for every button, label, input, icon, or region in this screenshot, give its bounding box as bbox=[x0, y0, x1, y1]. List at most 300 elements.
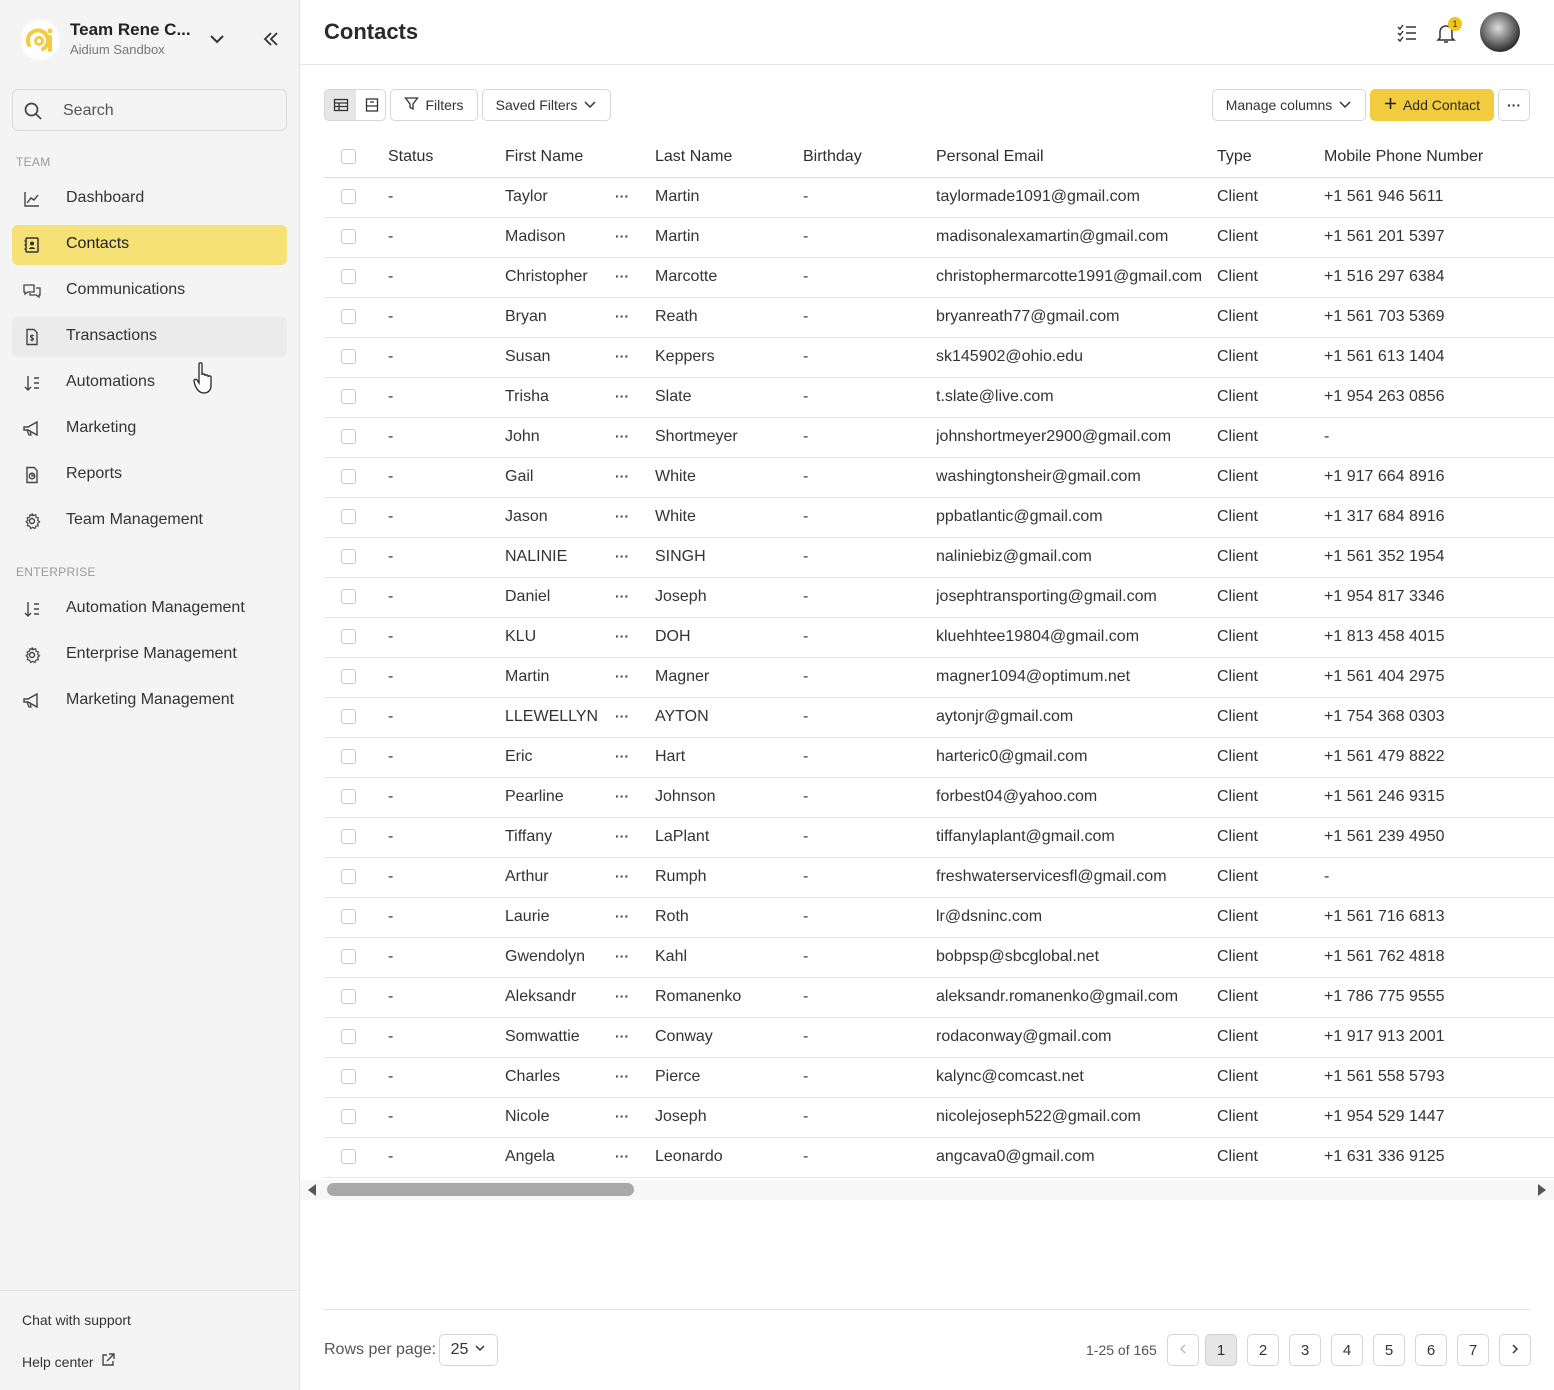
cell-last-name[interactable]: Marcotte bbox=[655, 257, 803, 297]
cell-first-name[interactable]: Nicole bbox=[505, 1097, 615, 1137]
search-icon bbox=[23, 101, 43, 121]
table-row[interactable] bbox=[324, 617, 1554, 657]
page-button-5[interactable]: 5 bbox=[1373, 1334, 1405, 1366]
cell-last-name[interactable]: Pierce bbox=[655, 1057, 803, 1097]
cell-first-name[interactable]: Jason bbox=[505, 497, 615, 537]
row-checkbox[interactable] bbox=[341, 749, 356, 764]
row-checkbox[interactable] bbox=[341, 509, 356, 524]
row-checkbox[interactable] bbox=[341, 269, 356, 284]
cell-mobile-phone[interactable]: +1 786 775 9555 bbox=[1324, 977, 1554, 1017]
table-row[interactable] bbox=[324, 297, 1554, 337]
cell-first-name[interactable]: LLEWELLYN bbox=[505, 697, 615, 737]
column-header-spacer bbox=[615, 137, 655, 177]
sidebar-item-marketing-management[interactable] bbox=[12, 681, 287, 721]
row-checkbox[interactable] bbox=[341, 1109, 356, 1124]
table-row[interactable] bbox=[324, 697, 1554, 737]
document-dollar-icon bbox=[22, 327, 42, 347]
task-list-icon[interactable] bbox=[1395, 21, 1419, 45]
row-actions-cell bbox=[615, 737, 655, 777]
cell-personal-email[interactable]: kalync@comcast.net bbox=[936, 1057, 1217, 1097]
row-actions-icon[interactable]: ··· bbox=[615, 508, 629, 524]
cell-first-name[interactable]: Tiffany bbox=[505, 817, 615, 857]
row-checkbox[interactable] bbox=[341, 949, 356, 964]
add-contact-button[interactable] bbox=[1370, 89, 1494, 121]
chat-support-link[interactable] bbox=[22, 1312, 131, 1328]
row-checkbox[interactable] bbox=[341, 709, 356, 724]
chevron-down-icon bbox=[583, 97, 597, 114]
chevron-down-icon bbox=[474, 1341, 486, 1359]
cell-mobile-phone[interactable]: +1 954 263 0856 bbox=[1324, 377, 1554, 417]
cell-type: Client bbox=[1217, 577, 1324, 617]
cell-birthday: - bbox=[803, 617, 936, 657]
rows-per-page-select[interactable] bbox=[439, 1334, 498, 1366]
select-all-checkbox[interactable] bbox=[341, 149, 356, 164]
cell-last-name[interactable]: SINGH bbox=[655, 537, 803, 577]
row-checkbox[interactable] bbox=[341, 389, 356, 404]
cell-first-name[interactable]: Arthur bbox=[505, 857, 615, 897]
row-checkbox[interactable] bbox=[341, 549, 356, 564]
cell-status: - bbox=[388, 217, 505, 257]
table-row[interactable] bbox=[324, 857, 1554, 897]
cell-birthday: - bbox=[803, 297, 936, 337]
page-button-7[interactable]: 7 bbox=[1457, 1334, 1489, 1366]
table-row[interactable] bbox=[324, 537, 1554, 577]
cell-status: - bbox=[388, 497, 505, 537]
cell-personal-email[interactable]: forbest04@yahoo.com bbox=[936, 777, 1217, 817]
row-select-cell bbox=[324, 257, 388, 297]
row-select-cell bbox=[324, 497, 388, 537]
cell-mobile-phone[interactable]: - bbox=[1324, 417, 1554, 457]
cell-mobile-phone[interactable]: +1 561 762 4818 bbox=[1324, 937, 1554, 977]
cell-type: Client bbox=[1217, 537, 1324, 577]
team-switcher[interactable] bbox=[20, 16, 290, 64]
row-checkbox[interactable] bbox=[341, 989, 356, 1004]
cell-mobile-phone[interactable]: +1 561 479 8822 bbox=[1324, 737, 1554, 777]
cell-last-name[interactable]: Magner bbox=[655, 657, 803, 697]
cell-personal-email[interactable]: sk145902@ohio.edu bbox=[936, 337, 1217, 377]
cell-last-name[interactable]: Reath bbox=[655, 297, 803, 337]
cell-birthday: - bbox=[803, 577, 936, 617]
table-row[interactable] bbox=[324, 937, 1554, 977]
row-actions-icon[interactable]: ··· bbox=[615, 1108, 629, 1124]
top-bar bbox=[300, 0, 1554, 65]
cell-birthday: - bbox=[803, 697, 936, 737]
cell-last-name[interactable]: Leonardo bbox=[655, 1137, 803, 1177]
cell-personal-email[interactable]: naliniebiz@gmail.com bbox=[936, 537, 1217, 577]
cell-first-name[interactable]: Aleksandr bbox=[505, 977, 615, 1017]
cell-status: - bbox=[388, 177, 505, 217]
table-header-row bbox=[324, 137, 1554, 177]
row-actions-icon[interactable]: ··· bbox=[615, 908, 629, 924]
chevron-down-icon bbox=[1338, 97, 1352, 114]
cell-personal-email[interactable]: aytonjr@gmail.com bbox=[936, 697, 1217, 737]
cell-birthday: - bbox=[803, 1017, 936, 1057]
table-row[interactable] bbox=[324, 497, 1554, 537]
cell-personal-email[interactable]: washingtonsheir@gmail.com bbox=[936, 457, 1217, 497]
cell-type: Client bbox=[1217, 817, 1324, 857]
cell-birthday: - bbox=[803, 777, 936, 817]
row-select-cell bbox=[324, 697, 388, 737]
section-label-team: TEAM bbox=[16, 155, 51, 169]
cell-mobile-phone[interactable]: +1 954 529 1447 bbox=[1324, 1097, 1554, 1137]
cell-first-name[interactable]: Madison bbox=[505, 217, 615, 257]
cell-personal-email[interactable]: bobpsp@sbcglobal.net bbox=[936, 937, 1217, 977]
cell-first-name[interactable]: Pearline bbox=[505, 777, 615, 817]
cell-personal-email[interactable]: ppbatlantic@gmail.com bbox=[936, 497, 1217, 537]
external-link-icon bbox=[100, 1352, 116, 1371]
row-actions-cell bbox=[615, 617, 655, 657]
cell-type: Client bbox=[1217, 697, 1324, 737]
cell-mobile-phone[interactable]: +1 754 368 0303 bbox=[1324, 697, 1554, 737]
table-row[interactable] bbox=[324, 257, 1554, 297]
sidebar bbox=[0, 0, 300, 1390]
sidebar-item-communications[interactable] bbox=[12, 271, 287, 311]
scroll-right-arrow-icon[interactable] bbox=[1535, 1182, 1549, 1198]
row-actions-icon[interactable]: ··· bbox=[615, 548, 629, 564]
cell-personal-email[interactable]: kluehhtee19804@gmail.com bbox=[936, 617, 1217, 657]
row-actions-icon[interactable]: ··· bbox=[615, 228, 629, 244]
cell-type: Client bbox=[1217, 297, 1324, 337]
cell-mobile-phone[interactable]: +1 561 239 4950 bbox=[1324, 817, 1554, 857]
page-button-3[interactable]: 3 bbox=[1289, 1334, 1321, 1366]
cell-last-name[interactable]: Martin bbox=[655, 177, 803, 217]
row-actions-icon[interactable]: ··· bbox=[615, 188, 629, 204]
page-button-2[interactable]: 2 bbox=[1247, 1334, 1279, 1366]
cell-mobile-phone[interactable]: +1 561 703 5369 bbox=[1324, 297, 1554, 337]
row-actions-icon[interactable]: ··· bbox=[615, 1148, 629, 1164]
previous-page-button[interactable] bbox=[1167, 1334, 1199, 1366]
help-center-link[interactable] bbox=[22, 1352, 116, 1371]
cell-first-name[interactable]: Eric bbox=[505, 737, 615, 777]
row-checkbox[interactable] bbox=[341, 789, 356, 804]
sidebar-item-automation-management[interactable] bbox=[12, 589, 287, 629]
cell-personal-email[interactable]: angcava0@gmail.com bbox=[936, 1137, 1217, 1177]
cell-last-name[interactable]: Conway bbox=[655, 1017, 803, 1057]
cell-mobile-phone[interactable]: +1 954 817 3346 bbox=[1324, 577, 1554, 617]
more-options-label: ··· bbox=[1507, 97, 1521, 113]
cell-personal-email[interactable]: taylormade1091@gmail.com bbox=[936, 177, 1217, 217]
table-row[interactable] bbox=[324, 337, 1554, 377]
table-row[interactable] bbox=[324, 977, 1554, 1017]
table-row[interactable] bbox=[324, 457, 1554, 497]
cell-last-name[interactable]: Keppers bbox=[655, 337, 803, 377]
filters-button[interactable] bbox=[390, 89, 478, 121]
cell-mobile-phone[interactable]: +1 917 913 2001 bbox=[1324, 1017, 1554, 1057]
sidebar-item-marketing[interactable] bbox=[12, 409, 287, 449]
row-actions-icon[interactable]: ··· bbox=[615, 1068, 629, 1084]
cell-personal-email[interactable]: nicolejoseph522@gmail.com bbox=[936, 1097, 1217, 1137]
section-label-enterprise: ENTERPRISE bbox=[16, 565, 96, 579]
column-header-personal-email[interactable]: Personal Email bbox=[936, 137, 1217, 177]
cell-first-name[interactable]: NALINIE bbox=[505, 537, 615, 577]
row-checkbox[interactable] bbox=[341, 909, 356, 924]
cell-first-name[interactable]: John bbox=[505, 417, 615, 457]
table-row[interactable] bbox=[324, 1017, 1554, 1057]
row-actions-icon[interactable]: ··· bbox=[615, 588, 629, 604]
cell-first-name[interactable]: Somwattie bbox=[505, 1017, 615, 1057]
cell-first-name[interactable]: Trisha bbox=[505, 377, 615, 417]
row-actions-cell bbox=[615, 897, 655, 937]
cell-last-name[interactable]: Roth bbox=[655, 897, 803, 937]
cell-last-name[interactable]: Slate bbox=[655, 377, 803, 417]
megaphone-icon bbox=[22, 419, 42, 439]
sidebar-item-dashboard[interactable] bbox=[12, 179, 287, 219]
sidebar-item-team-management[interactable] bbox=[12, 501, 287, 541]
cell-last-name[interactable]: Kahl bbox=[655, 937, 803, 977]
row-checkbox[interactable] bbox=[341, 349, 356, 364]
cell-type: Client bbox=[1217, 617, 1324, 657]
table-row[interactable] bbox=[324, 1097, 1554, 1137]
row-actions-icon[interactable]: ··· bbox=[615, 468, 629, 484]
cell-personal-email[interactable]: harteric0@gmail.com bbox=[936, 737, 1217, 777]
aidium-logo bbox=[20, 20, 60, 60]
cell-last-name[interactable]: Shortmeyer bbox=[655, 417, 803, 457]
scrollbar-thumb[interactable] bbox=[327, 1183, 634, 1196]
sidebar-item-label: Marketing bbox=[66, 419, 137, 436]
row-checkbox[interactable] bbox=[341, 1069, 356, 1084]
search-input[interactable] bbox=[63, 99, 273, 123]
cell-last-name[interactable]: Rumph bbox=[655, 857, 803, 897]
cell-status: - bbox=[388, 257, 505, 297]
row-checkbox[interactable] bbox=[341, 829, 356, 844]
cell-mobile-phone[interactable]: - bbox=[1324, 857, 1554, 897]
view-toggle bbox=[324, 89, 386, 121]
row-actions-icon[interactable]: ··· bbox=[615, 348, 629, 364]
table-row[interactable] bbox=[324, 897, 1554, 937]
cell-mobile-phone[interactable]: +1 561 201 5397 bbox=[1324, 217, 1554, 257]
cell-birthday: - bbox=[803, 1097, 936, 1137]
row-actions-icon[interactable]: ··· bbox=[615, 1028, 629, 1044]
table-row[interactable] bbox=[324, 657, 1554, 697]
saved-filters-dropdown[interactable] bbox=[482, 89, 611, 121]
filters-label: Filters bbox=[425, 97, 464, 113]
sidebar-item-transactions[interactable] bbox=[12, 317, 287, 357]
cell-type: Client bbox=[1217, 457, 1324, 497]
row-actions-icon[interactable]: ··· bbox=[615, 628, 629, 644]
column-header-birthday[interactable]: Birthday bbox=[803, 137, 936, 177]
filter-funnel-icon bbox=[404, 96, 419, 114]
column-header-mobile-phone[interactable]: Mobile Phone Number bbox=[1324, 137, 1554, 177]
sidebar-search[interactable] bbox=[12, 89, 287, 131]
row-select-cell bbox=[324, 1097, 388, 1137]
cell-status: - bbox=[388, 777, 505, 817]
cell-mobile-phone[interactable]: +1 516 297 6384 bbox=[1324, 257, 1554, 297]
cell-personal-email[interactable]: t.slate@live.com bbox=[936, 377, 1217, 417]
row-select-cell bbox=[324, 537, 388, 577]
row-checkbox[interactable] bbox=[341, 869, 356, 884]
cell-last-name[interactable]: DOH bbox=[655, 617, 803, 657]
cell-mobile-phone[interactable]: +1 561 716 6813 bbox=[1324, 897, 1554, 937]
cell-mobile-phone[interactable]: +1 561 613 1404 bbox=[1324, 337, 1554, 377]
next-page-button[interactable] bbox=[1499, 1334, 1531, 1366]
cell-type: Client bbox=[1217, 257, 1324, 297]
cell-first-name[interactable]: Gail bbox=[505, 457, 615, 497]
row-actions-icon[interactable]: ··· bbox=[615, 268, 629, 284]
cell-first-name[interactable]: Charles bbox=[505, 1057, 615, 1097]
column-header-first-name[interactable]: First Name bbox=[505, 137, 615, 177]
avatar[interactable] bbox=[1480, 12, 1520, 52]
cell-mobile-phone[interactable]: +1 317 684 8916 bbox=[1324, 497, 1554, 537]
table-row[interactable] bbox=[324, 577, 1554, 617]
cell-last-name[interactable]: White bbox=[655, 497, 803, 537]
chart-line-icon bbox=[22, 189, 42, 209]
row-actions-icon[interactable]: ··· bbox=[615, 748, 629, 764]
cell-last-name[interactable]: Johnson bbox=[655, 777, 803, 817]
row-actions-cell bbox=[615, 817, 655, 857]
card-view-icon[interactable] bbox=[356, 90, 386, 120]
cell-last-name[interactable]: White bbox=[655, 457, 803, 497]
sidebar-item-label: Team Management bbox=[66, 511, 203, 528]
column-header-type[interactable]: Type bbox=[1217, 137, 1324, 177]
row-actions-cell bbox=[615, 537, 655, 577]
cell-personal-email[interactable]: bryanreath77@gmail.com bbox=[936, 297, 1217, 337]
table-row[interactable] bbox=[324, 217, 1554, 257]
cell-personal-email[interactable]: lr@dsninc.com bbox=[936, 897, 1217, 937]
row-select-cell bbox=[324, 937, 388, 977]
table-row[interactable] bbox=[324, 817, 1554, 857]
saved-filters-label: Saved Filters bbox=[495, 97, 578, 113]
row-checkbox[interactable] bbox=[341, 669, 356, 684]
cell-mobile-phone[interactable]: +1 561 352 1954 bbox=[1324, 537, 1554, 577]
cell-last-name[interactable]: AYTON bbox=[655, 697, 803, 737]
sidebar-item-reports[interactable] bbox=[12, 455, 287, 495]
cell-last-name[interactable]: Joseph bbox=[655, 1097, 803, 1137]
cell-type: Client bbox=[1217, 657, 1324, 697]
cell-type: Client bbox=[1217, 1137, 1324, 1177]
cell-first-name[interactable]: Christopher bbox=[505, 257, 615, 297]
cell-personal-email[interactable]: rodaconway@gmail.com bbox=[936, 1017, 1217, 1057]
cell-birthday: - bbox=[803, 377, 936, 417]
row-actions-icon[interactable]: ··· bbox=[615, 428, 629, 444]
cell-status: - bbox=[388, 937, 505, 977]
cell-type: Client bbox=[1217, 417, 1324, 457]
cell-first-name[interactable]: Martin bbox=[505, 657, 615, 697]
collapse-sidebar-icon[interactable] bbox=[260, 28, 282, 50]
cell-mobile-phone[interactable]: +1 561 558 5793 bbox=[1324, 1057, 1554, 1097]
row-select-cell bbox=[324, 777, 388, 817]
row-actions-icon[interactable]: ··· bbox=[615, 788, 629, 804]
manage-columns-label: Manage columns bbox=[1225, 97, 1333, 113]
row-actions-icon[interactable]: ··· bbox=[615, 828, 629, 844]
row-checkbox[interactable] bbox=[341, 309, 356, 324]
row-checkbox[interactable] bbox=[341, 589, 356, 604]
cell-status: - bbox=[388, 817, 505, 857]
cell-personal-email[interactable]: aleksandr.romanenko@gmail.com bbox=[936, 977, 1217, 1017]
sidebar-item-label: Automation Management bbox=[66, 599, 245, 616]
page-button-6[interactable]: 6 bbox=[1415, 1334, 1447, 1366]
table-row[interactable] bbox=[324, 377, 1554, 417]
divider bbox=[324, 1309, 1530, 1310]
sidebar-item-label: Reports bbox=[66, 465, 123, 482]
scroll-left-arrow-icon[interactable] bbox=[305, 1182, 319, 1198]
table-row[interactable] bbox=[324, 177, 1554, 217]
table-row[interactable] bbox=[324, 777, 1554, 817]
row-checkbox[interactable] bbox=[341, 229, 356, 244]
table-row[interactable] bbox=[324, 737, 1554, 777]
cell-first-name[interactable]: Taylor bbox=[505, 177, 615, 217]
row-checkbox[interactable] bbox=[341, 1149, 356, 1164]
cell-mobile-phone[interactable]: +1 561 946 5611 bbox=[1324, 177, 1554, 217]
cell-last-name[interactable]: Romanenko bbox=[655, 977, 803, 1017]
cell-status: - bbox=[388, 457, 505, 497]
row-actions-icon[interactable]: ··· bbox=[615, 388, 629, 404]
chevron-down-icon[interactable] bbox=[206, 28, 228, 50]
gear-icon bbox=[22, 645, 42, 665]
cell-last-name[interactable]: LaPlant bbox=[655, 817, 803, 857]
page-button-4[interactable]: 4 bbox=[1331, 1334, 1363, 1366]
cell-type: Client bbox=[1217, 497, 1324, 537]
cell-status: - bbox=[388, 737, 505, 777]
table-row[interactable] bbox=[324, 1057, 1554, 1097]
cell-personal-email[interactable]: christophermarcotte1991@gmail.com bbox=[936, 257, 1217, 297]
cell-personal-email[interactable]: madisonalexamartin@gmail.com bbox=[936, 217, 1217, 257]
cell-personal-email[interactable]: josephtransporting@gmail.com bbox=[936, 577, 1217, 617]
cell-mobile-phone[interactable]: +1 561 246 9315 bbox=[1324, 777, 1554, 817]
cell-first-name[interactable]: Angela bbox=[505, 1137, 615, 1177]
row-checkbox[interactable] bbox=[341, 1029, 356, 1044]
cell-mobile-phone[interactable]: +1 917 664 8916 bbox=[1324, 457, 1554, 497]
row-checkbox[interactable] bbox=[341, 629, 356, 644]
manage-columns-dropdown[interactable] bbox=[1212, 89, 1366, 121]
cell-personal-email[interactable]: tiffanylaplant@gmail.com bbox=[936, 817, 1217, 857]
row-checkbox[interactable] bbox=[341, 469, 356, 484]
cell-personal-email[interactable]: magner1094@optimum.net bbox=[936, 657, 1217, 697]
page-button-1[interactable]: 1 bbox=[1205, 1334, 1237, 1366]
cell-first-name[interactable]: KLU bbox=[505, 617, 615, 657]
row-actions-icon[interactable]: ··· bbox=[615, 708, 629, 724]
row-actions-cell bbox=[615, 1017, 655, 1057]
sidebar-item-enterprise-management[interactable] bbox=[12, 635, 287, 675]
row-actions-icon[interactable]: ··· bbox=[615, 668, 629, 684]
row-actions-icon[interactable]: ··· bbox=[615, 308, 629, 324]
cell-first-name[interactable]: Daniel bbox=[505, 577, 615, 617]
row-checkbox[interactable] bbox=[341, 429, 356, 444]
row-actions-icon[interactable]: ··· bbox=[615, 868, 629, 884]
cell-mobile-phone[interactable]: +1 561 404 2975 bbox=[1324, 657, 1554, 697]
cell-birthday: - bbox=[803, 417, 936, 457]
cell-last-name[interactable]: Joseph bbox=[655, 577, 803, 617]
cell-first-name[interactable]: Laurie bbox=[505, 897, 615, 937]
sidebar-item-contacts[interactable] bbox=[12, 225, 287, 265]
more-options-button[interactable] bbox=[1498, 89, 1530, 121]
row-checkbox[interactable] bbox=[341, 189, 356, 204]
table-view-icon[interactable] bbox=[325, 90, 356, 120]
cell-birthday: - bbox=[803, 457, 936, 497]
cell-first-name[interactable]: Bryan bbox=[505, 297, 615, 337]
cell-type: Client bbox=[1217, 897, 1324, 937]
cell-type: Client bbox=[1217, 937, 1324, 977]
sidebar-item-automations[interactable] bbox=[12, 363, 287, 403]
cell-last-name[interactable]: Hart bbox=[655, 737, 803, 777]
cell-birthday: - bbox=[803, 257, 936, 297]
cell-personal-email[interactable]: freshwaterservicesfl@gmail.com bbox=[936, 857, 1217, 897]
cell-personal-email[interactable]: johnshortmeyer2900@gmail.com bbox=[936, 417, 1217, 457]
cell-first-name[interactable]: Gwendolyn bbox=[505, 937, 615, 977]
cell-mobile-phone[interactable]: +1 631 336 9125 bbox=[1324, 1137, 1554, 1177]
table-row[interactable] bbox=[324, 417, 1554, 457]
cell-status: - bbox=[388, 537, 505, 577]
horizontal-scrollbar[interactable] bbox=[300, 1180, 1554, 1200]
row-actions-icon[interactable]: ··· bbox=[615, 988, 629, 1004]
table-row[interactable] bbox=[324, 1137, 1554, 1177]
cell-birthday: - bbox=[803, 657, 936, 697]
cell-first-name[interactable]: Susan bbox=[505, 337, 615, 377]
cell-mobile-phone[interactable]: +1 813 458 4015 bbox=[1324, 617, 1554, 657]
cell-last-name[interactable]: Martin bbox=[655, 217, 803, 257]
column-header-status[interactable]: Status bbox=[388, 137, 505, 177]
row-actions-icon[interactable]: ··· bbox=[615, 948, 629, 964]
column-header-last-name[interactable]: Last Name bbox=[655, 137, 803, 177]
